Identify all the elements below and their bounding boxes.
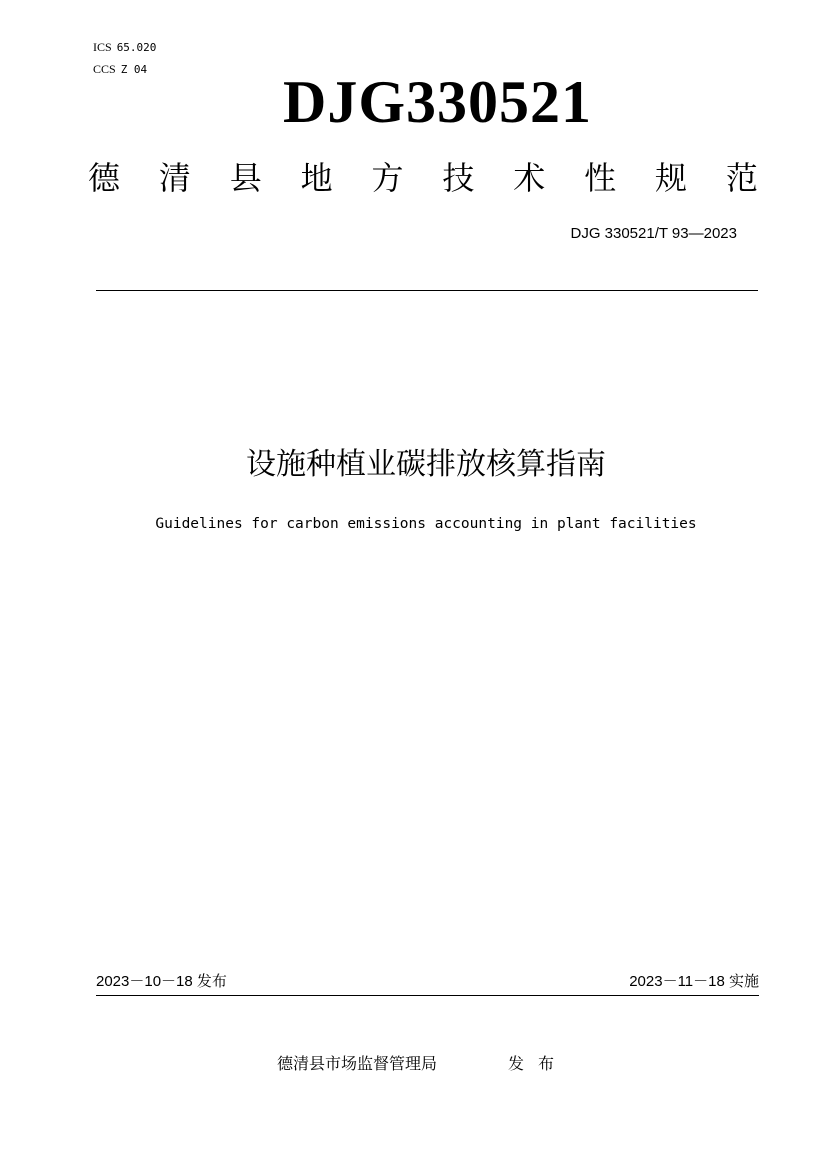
publish-date: 2023－10－18 发布 [96, 973, 227, 990]
ccs-value: Z 04 [120, 63, 148, 76]
document-title: 设施种植业碳排放核算指南 [246, 447, 606, 482]
spec-type-char: 术 [513, 159, 546, 197]
spec-type-char: 技 [442, 159, 475, 197]
spec-type-char: 范 [725, 159, 758, 197]
issue-label: 发布 [508, 1054, 569, 1073]
spec-type-char: 县 [229, 159, 262, 197]
spec-type-char: 规 [655, 159, 688, 197]
spec-type-char: 方 [371, 159, 404, 197]
spec-type-char: 地 [300, 159, 333, 197]
ccs-code [93, 62, 147, 77]
ccs-label: CCS [93, 62, 116, 76]
ics-code [93, 40, 156, 55]
document-title-english: Guidelines for carbon emissions accounting in plant facilities [155, 516, 697, 532]
ics-value: 65.020 [116, 41, 157, 54]
effective-date: 2023－11－18 实施 [629, 973, 759, 990]
spec-type-char: 清 [158, 159, 191, 197]
standard-number: DJG 330521/T 93—2023 [570, 225, 737, 242]
spec-type-char: 性 [584, 159, 617, 197]
issuing-authority: 德清县市场监督管理局 [277, 1054, 438, 1073]
top-divider [96, 290, 758, 291]
ics-label: ICS [93, 40, 112, 54]
standard-code-mark: DJG330521 [283, 69, 592, 135]
bottom-divider [96, 995, 759, 996]
spec-type-title [88, 156, 758, 200]
spec-type-char: 德 [88, 159, 121, 197]
